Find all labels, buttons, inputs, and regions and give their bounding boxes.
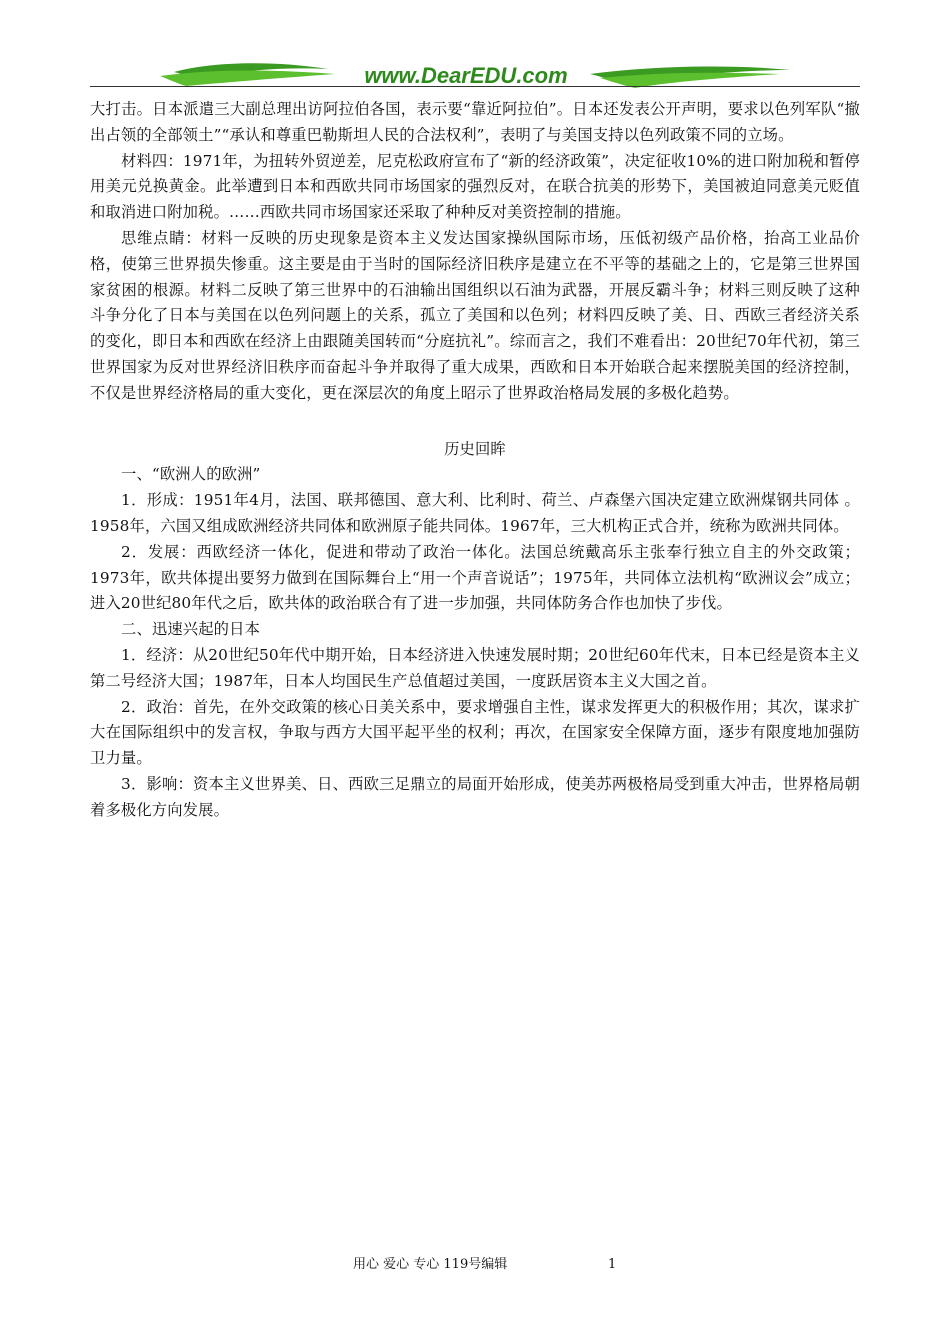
page-number: 1 [608, 1257, 617, 1272]
logo-text: www.DearEDU.com [364, 63, 568, 88]
paragraph-material-four: 材料四：1971年，为扭转外贸逆差，尼克松政府宣布了“新的经济政策”，决定征收10%的进口附加税和暂停用美元兑换黄金。此举遭到日本和西欧共同市场国家的强烈反对，在联合抗美的形势下，美国被迫同意美元贬值和取消进口附加税。……西欧共同市场国家还采取了种种反对美资控制的措施。 [90, 151, 860, 222]
section-title: 历史回眸 [444, 439, 506, 458]
list-item: 3．影响：资本主义世界美、日、西欧三足鼎立的局面开始形成，使美苏两极格局受到重大冲击，世界格局朝着多极化方向发展。 [90, 774, 860, 819]
list-item: 2．政治：首先，在外交政策的核心日美关系中，要求增强自主性，谋求发挥更大的积极作用；其次，谋求扩大在国际组织中的发言权，争取与西方大国平起平坐的权利；再次，在国家安全保障方面，逐步有限度地加强防卫力量。 [90, 697, 860, 768]
footer-note: 用心 爱心 专心 119号编辑 [353, 1257, 508, 1272]
paragraph-continuation: 大打击。日本派遣三大副总理出访阿拉伯各国，表示要“靠近阿拉伯”。日本还发表公开声明，要求以色列军队“撤出占领的全部领土”“承认和尊重巴勒斯坦人民的合法权利”，表明了与美国支持以色列政策不同的立场。 [90, 100, 860, 144]
list-item: 2．发展：西欧经济一体化，促进和带动了政治一体化。法国总统戴高乐主张奉行独立自主的外交政策；1973年，欧共体提出要努力做到在国际舞台上“用一个声音说话”；1975年，共同体立法机构“欧洲议会”成立；进入20世纪80年代之后，欧共体的政治联合有了进一步加强，共同体防务合作也加快了步伐。 [90, 542, 860, 613]
header-divider [90, 86, 860, 87]
paragraph-analysis: 思维点睛：材料一反映的历史现象是资本主义发达国家操纵国际市场，压低初级产品价格，抬高工业品价格，使第三世界损失惨重。这主要是由于当时的国际经济旧秩序是建立在不平等的基础之上的，它是第三世界国家贫困的根源。材料二反映了第三世界中的石油输出国组织以石油为武器，开展反霸斗争；材料三则反映了这种斗争分化了日本与美国在以色列问题上的关系，孤立了美国和以色列；材料四反映了美、日、西欧三者经济关系的变化，即日本和西欧在经济上由跟随美国转而“分庭抗礼”。综而言之，我们不难看出：20世纪70年代初，第三世界国家为反对世界经济旧秩序而奋起斗争并取得了重大成果，西欧和日本开始联合起来摆脱美国的经济控制，不仅是世界经济格局的重大变化，更在深层次的角度上昭示了世界政治格局发展的多极化趋势。 [90, 228, 860, 402]
subsection-heading: 二、迅速兴起的日本 [121, 620, 261, 639]
subsection-heading: 一、“欧洲人的欧洲” [121, 465, 261, 484]
list-item: 1．形成：1951年4月，法国、联邦德国、意大利、比利时、荷兰、卢森堡六国决定建立欧洲煤钢共同体 。1958年，六国又组成欧洲经济共同体和欧洲原子能共同体。1967年，三大机构正式合并，统称为欧洲共同体。 [90, 491, 860, 535]
section-spacer [90, 407, 860, 437]
list-item: 1．经济：从20世纪50年代中期开始，日本经济进入快速发展时期；20世纪60年代末，日本已经是资本主义第二号经济大国；1987年，日本人均国民生产总值超过美国，一度跃居资本主义大国之首。 [90, 645, 860, 690]
document-body [90, 97, 860, 824]
